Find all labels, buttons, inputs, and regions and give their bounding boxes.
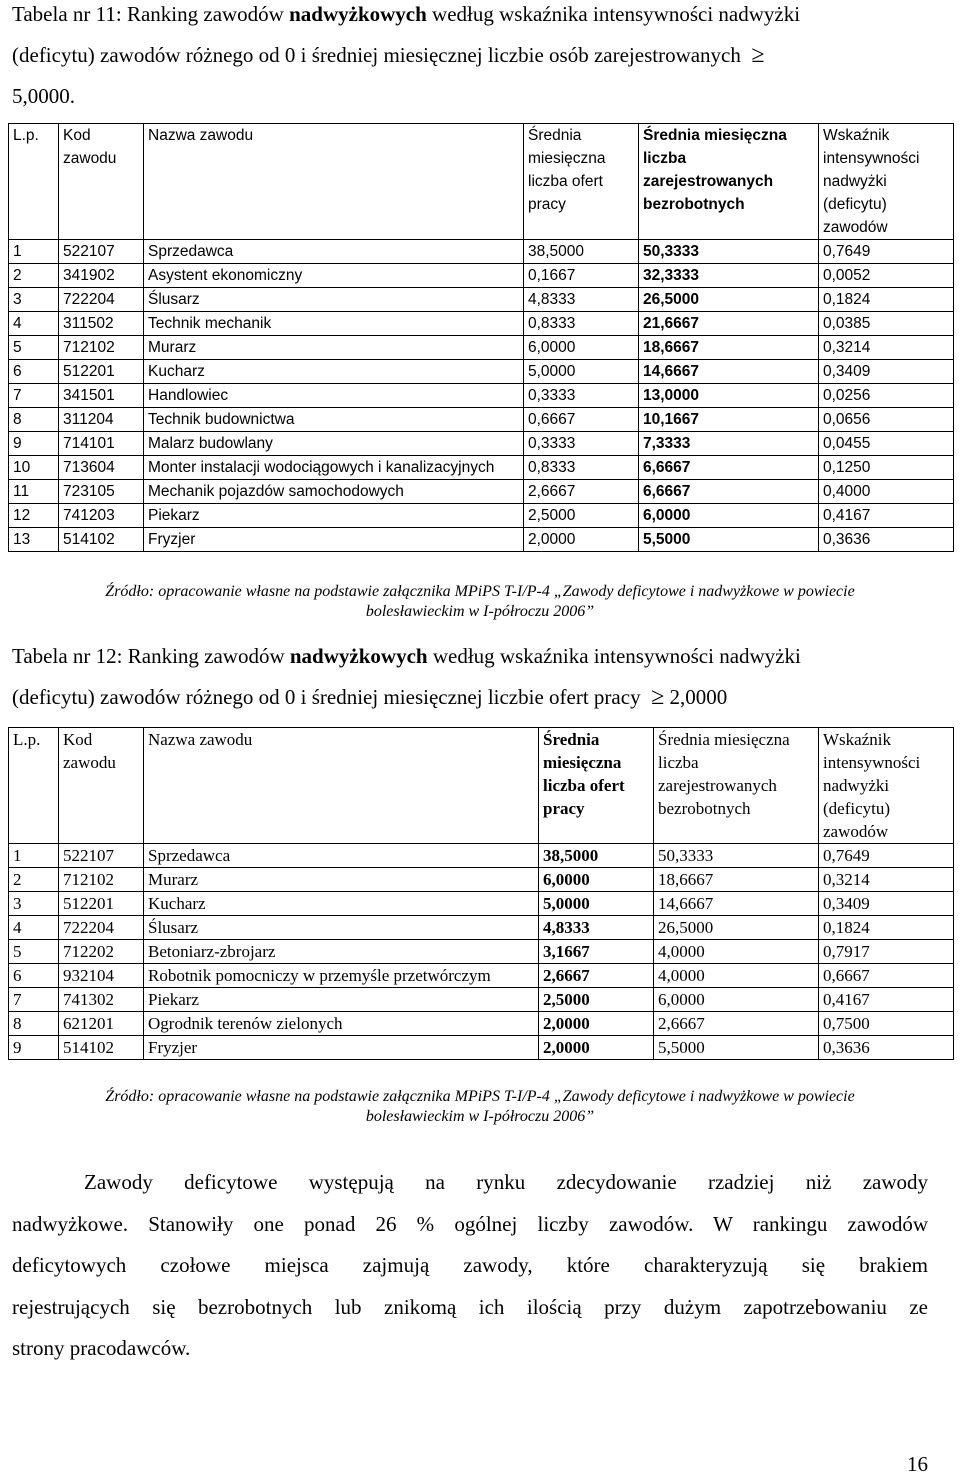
paragraph-line: deficytowych czołowe miejsca zajmują zawody, które charakteryzują się brakiem <box>12 1253 928 1278</box>
col-header-oferty: Średnia miesięczna liczba ofert pracy <box>539 728 654 844</box>
table-cell: 26,5000 <box>639 288 819 312</box>
table-cell: 3,1667 <box>539 940 654 964</box>
table-cell: 6 <box>9 360 59 384</box>
table-cell: 621201 <box>59 1012 144 1036</box>
table-cell: 0,1824 <box>819 288 954 312</box>
table-cell: 7,3333 <box>639 432 819 456</box>
table-cell: 2,5000 <box>524 504 639 528</box>
table-cell: Technik mechanik <box>144 312 524 336</box>
table-row <box>9 964 954 988</box>
table-cell: 6 <box>9 964 59 988</box>
table-row <box>9 456 954 480</box>
table11-caption: Tabela nr 11: Ranking zawodów nadwyżkowych według wskaźnika intensywności nadwyżki (deficytu) zawodów różnego od 0 i średniej miesięcznej liczbie osób zarejestrowanych ≥ 5,0000. <box>12 2 801 108</box>
table-cell: 712102 <box>59 336 144 360</box>
table-row <box>9 504 954 528</box>
table-cell: 18,6667 <box>654 868 819 892</box>
table-row <box>9 1012 954 1036</box>
table-cell: Monter instalacji wodociągowych i kanalizacyjnych <box>144 456 524 480</box>
table-cell: Sprzedawca <box>144 240 524 264</box>
table-cell: 311204 <box>59 408 144 432</box>
table-cell: 1 <box>9 240 59 264</box>
col-header-oferty: Średnia miesięczna liczba ofert pracy <box>524 124 639 240</box>
table11-header-row <box>9 124 954 240</box>
table-cell: 10,1667 <box>639 408 819 432</box>
table-cell: 6,6667 <box>639 456 819 480</box>
table-cell: 0,7500 <box>819 1012 954 1036</box>
table-cell: Technik budownictwa <box>144 408 524 432</box>
table-row <box>9 240 954 264</box>
table-cell: 0,3214 <box>819 336 954 360</box>
table-cell: Piekarz <box>144 988 539 1012</box>
table-cell: 3 <box>9 288 59 312</box>
table-cell: 514102 <box>59 528 144 552</box>
table-cell: 2 <box>9 868 59 892</box>
table-cell: 0,3636 <box>819 1036 954 1060</box>
table-cell: 4 <box>9 916 59 940</box>
table-cell: 2,0000 <box>539 1012 654 1036</box>
table-cell: 4,0000 <box>654 964 819 988</box>
table-cell: Asystent ekonomiczny <box>144 264 524 288</box>
table-cell: 712102 <box>59 868 144 892</box>
table-cell: 5,0000 <box>524 360 639 384</box>
table-cell: 5 <box>9 336 59 360</box>
table-cell: 522107 <box>59 844 144 868</box>
table-cell: 0,3214 <box>819 868 954 892</box>
table-row <box>9 868 954 892</box>
table-cell: 0,0455 <box>819 432 954 456</box>
table-row <box>9 432 954 456</box>
table-cell: 0,6667 <box>819 964 954 988</box>
table-row <box>9 892 954 916</box>
paragraph-line: strony pracodawców. <box>12 1336 191 1361</box>
table-cell: 7 <box>9 384 59 408</box>
table-cell: 512201 <box>59 360 144 384</box>
table-cell: Murarz <box>144 868 539 892</box>
table-cell: 2,6667 <box>539 964 654 988</box>
table-cell: 0,1824 <box>819 916 954 940</box>
table-row <box>9 940 954 964</box>
table-cell: 50,3333 <box>639 240 819 264</box>
table-cell: 21,6667 <box>639 312 819 336</box>
table-row <box>9 384 954 408</box>
table-cell: 4,8333 <box>539 916 654 940</box>
table-cell: 2,6667 <box>524 480 639 504</box>
table-cell: 38,5000 <box>539 844 654 868</box>
table-cell: 3 <box>9 892 59 916</box>
table-cell: 932104 <box>59 964 144 988</box>
table-cell: 741203 <box>59 504 144 528</box>
table-cell: 0,4000 <box>819 480 954 504</box>
table-cell: 5,0000 <box>539 892 654 916</box>
table-cell: 11 <box>9 480 59 504</box>
table-cell: Ślusarz <box>144 916 539 940</box>
table-cell: Betoniarz-zbrojarz <box>144 940 539 964</box>
table-cell: 1 <box>9 844 59 868</box>
table-cell: 14,6667 <box>639 360 819 384</box>
table-cell: 9 <box>9 432 59 456</box>
table-cell: 32,3333 <box>639 264 819 288</box>
table-cell: 38,5000 <box>524 240 639 264</box>
table-cell: 2,0000 <box>539 1036 654 1060</box>
table-cell: 6,0000 <box>539 868 654 892</box>
table-cell: 512201 <box>59 892 144 916</box>
col-header-nazwa: Nazwa zawodu <box>144 728 539 844</box>
table-cell: 0,3636 <box>819 528 954 552</box>
table-cell: 713604 <box>59 456 144 480</box>
table-cell: 4,0000 <box>654 940 819 964</box>
table-row <box>9 480 954 504</box>
col-header-nazwa: Nazwa zawodu <box>144 124 524 240</box>
table-cell: 0,3333 <box>524 384 639 408</box>
table-cell: Robotnik pomocniczy w przemyśle przetwórczym <box>144 964 539 988</box>
body-paragraph <box>12 1162 928 1370</box>
table-cell: 0,0256 <box>819 384 954 408</box>
table-cell: Piekarz <box>144 504 524 528</box>
table-cell: 18,6667 <box>639 336 819 360</box>
table-cell: 0,8333 <box>524 312 639 336</box>
table11 <box>8 123 954 552</box>
table-row <box>9 312 954 336</box>
table-cell: 8 <box>9 408 59 432</box>
table-cell: 311502 <box>59 312 144 336</box>
table-cell: 0,3333 <box>524 432 639 456</box>
table-cell: 341501 <box>59 384 144 408</box>
table-cell: 5 <box>9 940 59 964</box>
table11-source: Źródło: opracowanie własne na podstawie załącznika MPiPS T-I/P-4 „Zawody deficytowe i nadwyżkowe w powiecie bolesławieckim w I-półroczu 2006” <box>105 583 855 620</box>
table-cell: Ślusarz <box>144 288 524 312</box>
table-cell: Sprzedawca <box>144 844 539 868</box>
col-header-kod: Kod zawodu <box>59 728 144 844</box>
table-cell: 0,3409 <box>819 360 954 384</box>
table-cell: 6,0000 <box>524 336 639 360</box>
table12-caption: Tabela nr 12: Ranking zawodów nadwyżkowych według wskaźnika intensywności nadwyżki (deficytu) zawodów różnego od 0 i średniej miesięcznej liczbie ofert pracy ≥ 2,0000 <box>12 644 801 710</box>
table-cell: 5,5000 <box>639 528 819 552</box>
table-row <box>9 844 954 868</box>
table-cell: 50,3333 <box>654 844 819 868</box>
table-cell: 0,1667 <box>524 264 639 288</box>
paragraph-line: nadwyżkowe. Stanowiły one ponad 26 % ogólnej liczby zawodów. W rankingu zawodów <box>12 1211 928 1236</box>
col-header-kod: Kod zawodu <box>59 124 144 240</box>
table-cell: 0,0052 <box>819 264 954 288</box>
table-cell: 0,4167 <box>819 988 954 1012</box>
col-header-bezrobotni: Średnia miesięczna liczba zarejestrowanych bezrobotnych <box>639 124 819 240</box>
table-cell: 5,5000 <box>654 1036 819 1060</box>
table-cell: 722204 <box>59 916 144 940</box>
table-cell: Kucharz <box>144 360 524 384</box>
table-cell: 0,3409 <box>819 892 954 916</box>
table-cell: 26,5000 <box>654 916 819 940</box>
table-cell: Handlowiec <box>144 384 524 408</box>
paragraph-line: rejestrujących się bezrobotnych lub znikomą ich ilością przy dużym zapotrzebowaniu ze <box>12 1294 928 1319</box>
table-cell: 14,6667 <box>654 892 819 916</box>
table-row <box>9 360 954 384</box>
table-cell: 4,8333 <box>524 288 639 312</box>
page-number: 16 <box>907 1452 928 1476</box>
table-cell: 0,4167 <box>819 504 954 528</box>
table-cell: 0,0385 <box>819 312 954 336</box>
table-cell: 13 <box>9 528 59 552</box>
table-cell: 341902 <box>59 264 144 288</box>
col-header-lp: L.p. <box>9 728 59 844</box>
table-cell: 7 <box>9 988 59 1012</box>
table-cell: 522107 <box>59 240 144 264</box>
table-cell: Fryzjer <box>144 528 524 552</box>
table-cell: 514102 <box>59 1036 144 1060</box>
table-cell: 0,0656 <box>819 408 954 432</box>
table-cell: 6,6667 <box>639 480 819 504</box>
table-cell: 714101 <box>59 432 144 456</box>
table-cell: 0,6667 <box>524 408 639 432</box>
table-row <box>9 1036 954 1060</box>
table-cell: Murarz <box>144 336 524 360</box>
table-row <box>9 408 954 432</box>
table-row <box>9 288 954 312</box>
table-cell: 723105 <box>59 480 144 504</box>
table12 <box>8 727 954 1060</box>
table-cell: 2,0000 <box>524 528 639 552</box>
table-cell: 6,0000 <box>639 504 819 528</box>
table-row <box>9 528 954 552</box>
table-cell: 2,6667 <box>654 1012 819 1036</box>
table-cell: 722204 <box>59 288 144 312</box>
table-cell: 0,8333 <box>524 456 639 480</box>
col-header-bezrobotni: Średnia miesięczna liczba zarejestrowanych bezrobotnych <box>654 728 819 844</box>
table-cell: 712202 <box>59 940 144 964</box>
table-cell: 2,5000 <box>539 988 654 1012</box>
table-cell: 0,7649 <box>819 844 954 868</box>
col-header-wskaznik: Wskaźnik intensywności nadwyżki (deficytu) zawodów <box>819 124 954 240</box>
table-cell: 0,7649 <box>819 240 954 264</box>
table-cell: 4 <box>9 312 59 336</box>
table-cell: 741302 <box>59 988 144 1012</box>
table12-header-row <box>9 728 954 844</box>
table-cell: Fryzjer <box>144 1036 539 1060</box>
table-cell: Malarz budowlany <box>144 432 524 456</box>
table-cell: 0,7917 <box>819 940 954 964</box>
table-row <box>9 988 954 1012</box>
col-header-wskaznik: Wskaźnik intensywności nadwyżki (deficytu) zawodów <box>819 728 954 844</box>
table-cell: 9 <box>9 1036 59 1060</box>
col-header-lp: L.p. <box>9 124 59 240</box>
table-cell: 13,0000 <box>639 384 819 408</box>
table-cell: Mechanik pojazdów samochodowych <box>144 480 524 504</box>
paragraph-line: Zawody deficytowe występują na rynku zdecydowanie rzadziej niż zawody <box>84 1170 928 1194</box>
table-cell: 0,1250 <box>819 456 954 480</box>
table-cell: Kucharz <box>144 892 539 916</box>
table-cell: 12 <box>9 504 59 528</box>
table12-source: Źródło: opracowanie własne na podstawie załącznika MPiPS T-I/P-4 „Zawody deficytowe i nadwyżkowe w powiecie bolesławieckim w I-półroczu 2006” <box>105 1088 855 1125</box>
table-cell: Ogrodnik terenów zielonych <box>144 1012 539 1036</box>
table-cell: 10 <box>9 456 59 480</box>
table-cell: 2 <box>9 264 59 288</box>
table-row <box>9 916 954 940</box>
table-row <box>9 336 954 360</box>
table-cell: 6,0000 <box>654 988 819 1012</box>
table-row <box>9 264 954 288</box>
table-cell: 8 <box>9 1012 59 1036</box>
